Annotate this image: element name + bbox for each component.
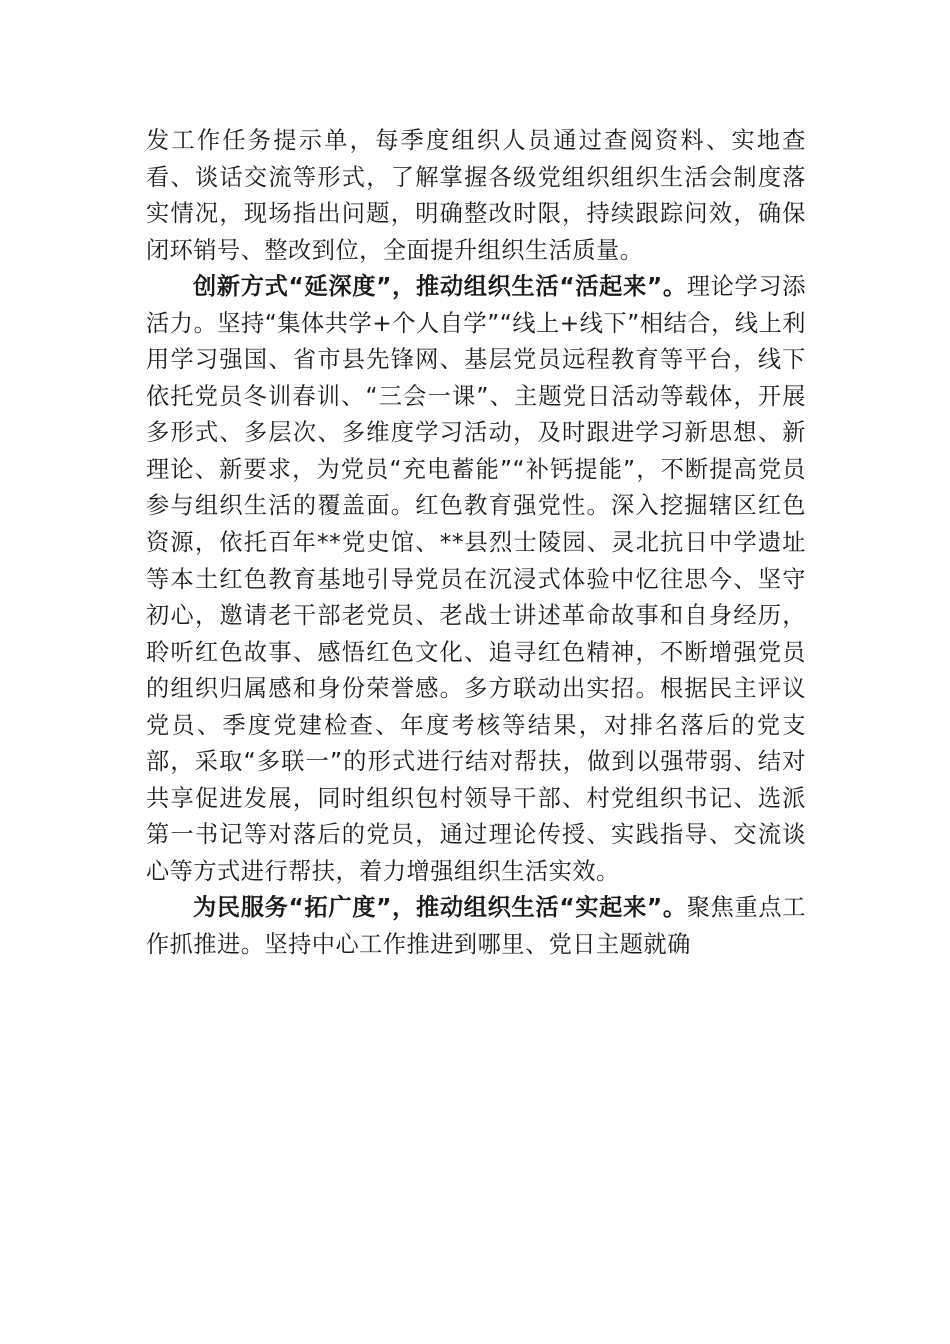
paragraph-text: 理论学习添活力。坚持“集体共学+个人自学”“线上+线下”相结合，线上利用学习强国、省市县先锋网、基层党员远程教育等平台，线下依托党员冬训春训、“三会一课”、主题党日活动等载体，开展多形式、多层次、多维度学习活动，及时跟进学习新思想、新理论、新要求，为党员“充电蓄能”“补钙提能”，不断提高党员参与组织生活的覆盖面。红色教育强党性。深入挖掘辖区红色资源，依托百年**党史馆、**县烈士陵园、灵北抗日中学遗址等本土红色教育基地引导党员在沉浸式体验中忆往思今、坚守初心，邀请老干部老党员、老战士讲述革命故事和自身经历，聆听红色故事、感悟红色文化、追寻红色精神，不断增强党员的组织归属感和身份荣誉感。多方联动出实招。根据民主评议党员、季度党建检查、年度考核等结果，对排名落后的党支部，采取“多联一”的形式进行结对帮扶，做到以强带弱、结对共享促进发展，同时组织包村领导干部、村党组织书记、选派第一书记等对落后的党员，通过理论传授、实践指导、交流谈心等方式进行帮扶，着力增强组织生活实效。 — [146, 273, 806, 885]
document-body — [146, 123, 806, 964]
paragraph-heading: 创新方式“延深度”，推动组织生活“活起来”。 — [193, 273, 687, 301]
paragraph-text: 聚焦重点工作抓推进。坚持中心工作推进到哪里、党日主题就确 — [146, 894, 806, 959]
paragraph-heading: 为民服务“拓广度”，推动组织生活“实起来”。 — [193, 894, 687, 922]
paragraph-innovation — [146, 269, 806, 890]
paragraph-continuation: 发工作任务提示单，每季度组织人员通过查阅资料、实地查看、谈话交流等形式，了解掌握各级党组织组织生活会制度落实情况，现场指出问题，明确整改时限，持续跟踪问效，确保闭环销号、整改到位，全面提升组织生活质量。 — [146, 127, 806, 264]
paragraph-service — [146, 890, 806, 963]
